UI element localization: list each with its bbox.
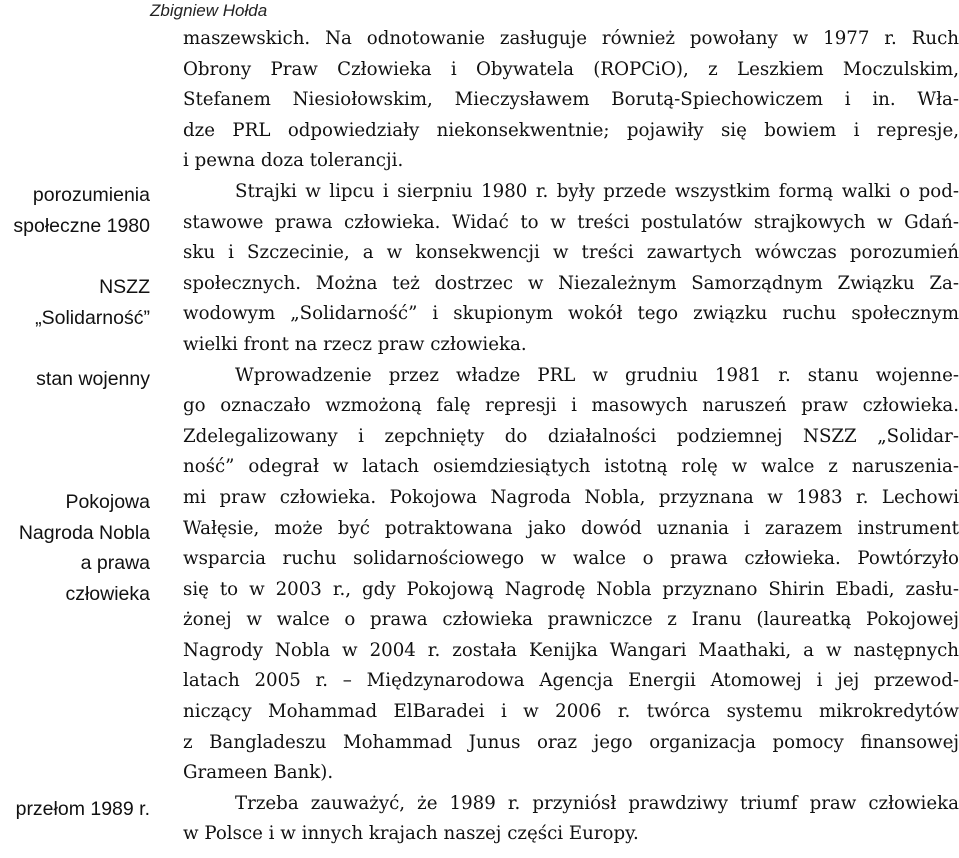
body-line: latach 2005 r. – Międzynarodowa Agencja Energii Atomowej i jej przewod- — [183, 670, 959, 692]
body-line: sku i Szczecinie, a w konsekwencji w treści zawartych wówczas porozumień — [183, 242, 959, 264]
body-line: niczący Mohammad ElBaradei i w 2006 r. twórca systemu mikrokredytów — [183, 701, 959, 723]
body-line: Nagrody Nobla w 2004 r. została Kenijka Wangari Maathaki, a w następnych — [183, 639, 959, 661]
body-line: społecznych. Można też dostrzec w Niezależnym Samorządnym Związku Za- — [183, 272, 959, 294]
body-line: i pewna doza tolerancji. — [183, 150, 404, 172]
margin-note-pokojowa — [0, 487, 150, 609]
body-line: wielki front na rzecz praw człowieka. — [183, 333, 527, 355]
margin-note-przelom — [0, 794, 150, 825]
margin-note-line: „Solidarność” — [35, 306, 150, 329]
margin-note-line: społeczne 1980 — [13, 214, 150, 237]
body-line: Strajki w lipcu i sierpniu 1980 r. były przede wszystkim formą walki o pod- — [235, 180, 959, 202]
body-text — [183, 24, 959, 850]
body-line: Zdelegalizowany i zepchnięty do działalności podziemnej NSZZ „Solidar- — [183, 425, 959, 447]
body-line: dze PRL odpowiedziały niekonsekwentnie; pojawiły się bowiem i represje, — [183, 119, 959, 141]
body-line: z Bangladeszu Mohammad Junus oraz jego organizacja pomocy finansowej — [183, 731, 959, 753]
body-line: wodowym „Solidarność” i skupionym wokół tego związku ruchu społecznym — [183, 303, 959, 325]
margin-note-line: Pokojowa — [65, 491, 150, 513]
margin-note-line: przełom 1989 r. — [15, 798, 150, 820]
margin-note-porozumienia — [0, 180, 150, 241]
margin-note-line: stan wojenny — [36, 368, 150, 390]
running-head: Zbigniew Hołda — [150, 1, 268, 20]
body-line: ność” odegrał w latach osiemdziesiątych istotną rolę w walce z naruszenia- — [183, 456, 959, 478]
margin-note-line: porozumienia — [32, 184, 150, 206]
body-line: maszewskich. Na odnotowanie zasługuje również powołany w 1977 r. Ruch — [183, 28, 959, 49]
margin-note-nszz — [0, 272, 150, 333]
body-line: wsparcia ruchu solidarnościowego w walce o prawa człowieka. Powtórzyło — [183, 548, 959, 570]
body-line: w Polsce i w innych krajach naszej części Europy. — [183, 823, 639, 845]
margin-note-line: człowieka — [65, 582, 150, 605]
margin-note-line: Nagroda Nobla — [18, 521, 150, 544]
body-line: go oznaczało wzmożoną falę represji i masowych naruszeń praw człowieka. — [183, 395, 959, 417]
margin-notes — [0, 0, 156, 858]
body-line: żonej w walce o prawa człowieka prawniczce z Iranu (laureatką Pokojowej — [183, 609, 959, 631]
body-line: Wprowadzenie przez władze PRL w grudniu 1981 r. stanu wojenne- — [235, 364, 959, 386]
body-line: Trzeba zauważyć, że 1989 r. przyniósł prawdziwy triumf praw człowieka — [235, 792, 959, 814]
margin-note-stan-wojenny — [0, 364, 150, 395]
body-line: Stefanem Niesiołowskim, Mieczysławem Borutą-Spiechowiczem i in. Wła- — [183, 89, 959, 111]
margin-note-line: a prawa — [80, 552, 150, 575]
body-line: mi praw człowieka. Pokojowa Nagroda Nobla, przyznana w 1983 r. Lechowi — [183, 486, 959, 508]
margin-note-line: NSZZ — [99, 276, 150, 298]
body-line: Grameen Bank). — [183, 762, 334, 784]
body-line: Obrony Praw Człowieka i Obywatela (ROPCiO), z Leszkiem Moczulskim, — [183, 58, 959, 80]
body-line: się to w 2003 r., gdy Pokojową Nagrodę Nobla przyznano Shirin Ebadi, zasłu- — [183, 578, 959, 600]
body-line: Wałęsie, może być potraktowana jako dowód uznania i zarazem instrument — [183, 517, 959, 539]
body-line: stawowe prawa człowieka. Widać to w treści postulatów strajkowych w Gdań- — [183, 211, 959, 233]
